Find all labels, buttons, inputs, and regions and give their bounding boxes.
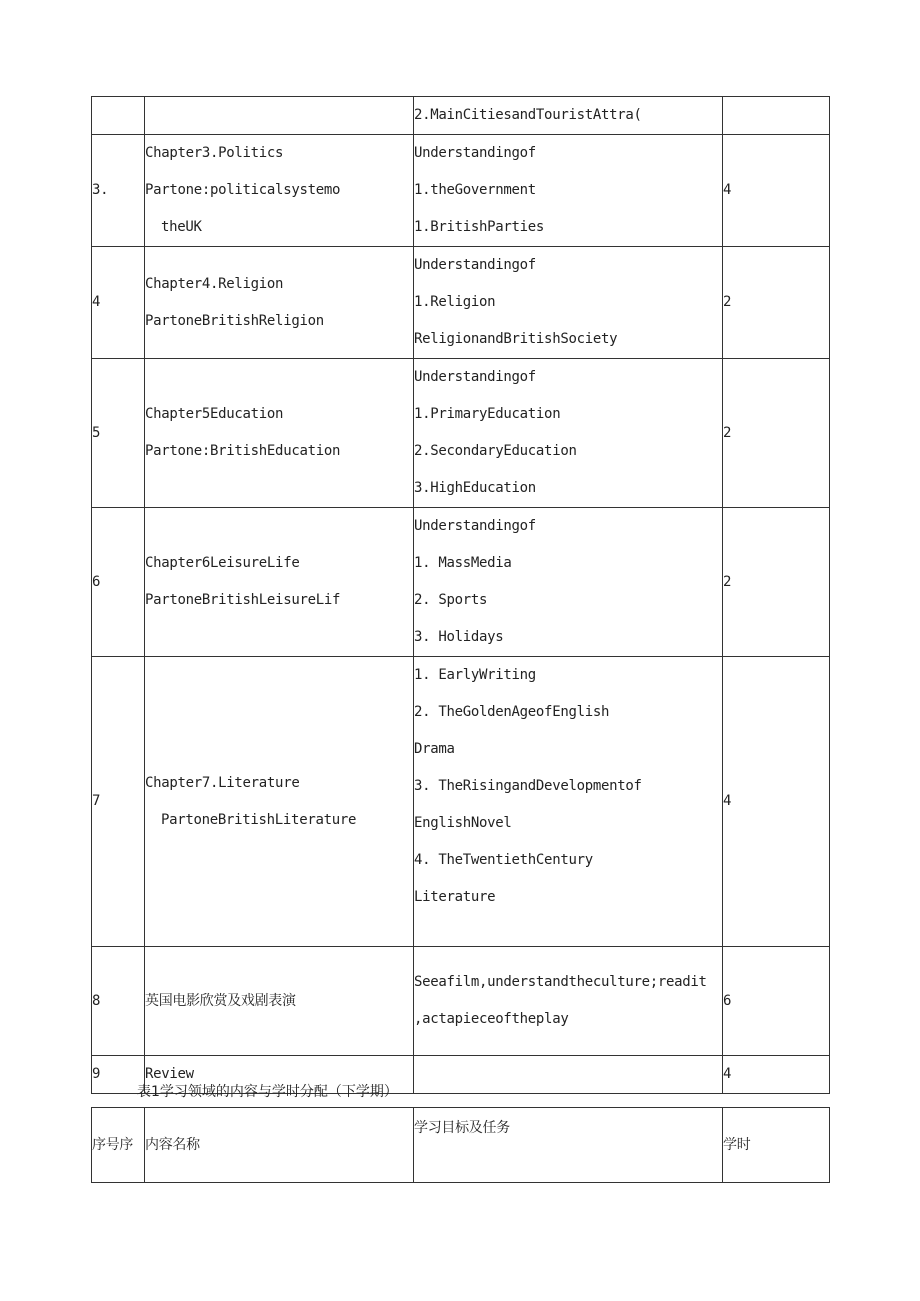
course-content-table bbox=[91, 96, 830, 1094]
goal-line: 2.SecondaryEducation bbox=[414, 443, 577, 459]
header-no: 序号序 bbox=[92, 1108, 145, 1183]
goal-line: 3. TheRisingandDevelopmentof bbox=[414, 778, 642, 794]
learning-goals bbox=[414, 1056, 723, 1094]
goal-line: ,actapieceoftheplay bbox=[414, 1011, 569, 1027]
name-line: Chapter5Education bbox=[145, 406, 284, 422]
name-line: PartoneBritishReligion bbox=[145, 312, 324, 329]
name-line: PartoneBritishLiterature bbox=[161, 811, 357, 828]
header-hours: 学时 bbox=[723, 1108, 830, 1183]
hours bbox=[723, 97, 830, 135]
table-row bbox=[92, 135, 830, 247]
content-name bbox=[145, 508, 414, 657]
table-row bbox=[92, 359, 830, 508]
hours: 4 bbox=[723, 135, 830, 247]
table-row bbox=[92, 508, 830, 657]
table-header-row bbox=[92, 1108, 830, 1183]
hours: 4 bbox=[723, 1056, 830, 1094]
goal-line: Drama bbox=[414, 741, 455, 757]
table-row bbox=[92, 657, 830, 947]
goal-line: 2.MainCitiesandTouristAttra( bbox=[414, 107, 642, 123]
goal-line: 1.Religion bbox=[414, 294, 496, 310]
goal-line: 4. TheTwentiethCentury bbox=[414, 852, 593, 868]
row-number: 7 bbox=[92, 657, 145, 947]
learning-goals bbox=[414, 508, 723, 657]
goal-line: 1.theGovernment bbox=[414, 182, 536, 198]
goal-line: Understandingof bbox=[414, 518, 536, 534]
goal-line: 3. Holidays bbox=[414, 629, 504, 645]
learning-goals bbox=[414, 97, 723, 135]
learning-goals bbox=[414, 135, 723, 247]
learning-goals bbox=[414, 247, 723, 359]
name-line: Partone:politicalsystemo bbox=[145, 182, 341, 198]
name-line: theUK bbox=[161, 219, 202, 235]
content-name bbox=[145, 97, 414, 135]
goal-line: Seeafilm,understandtheculture;readit bbox=[414, 974, 707, 990]
content-name bbox=[145, 359, 414, 508]
row-number: 6 bbox=[92, 508, 145, 657]
goal-line: 2. TheGoldenAgeofEnglish bbox=[414, 704, 610, 720]
name-line: Chapter7.Literature bbox=[145, 774, 300, 791]
goal-line: Literature bbox=[414, 889, 496, 905]
name-line: PartoneBritishLeisureLif bbox=[145, 592, 341, 608]
goal-line: 1. MassMedia bbox=[414, 555, 512, 571]
goal-line: Understandingof bbox=[414, 145, 536, 161]
name-line: Chapter4.Religion bbox=[145, 275, 284, 292]
row-number: 8 bbox=[92, 947, 145, 1056]
header-goals: 学习目标及任务 bbox=[414, 1108, 723, 1183]
table-row bbox=[92, 247, 830, 359]
row-number: 3. bbox=[92, 135, 145, 247]
hours: 2 bbox=[723, 508, 830, 657]
header-name: 内容名称 bbox=[145, 1108, 414, 1183]
row-number: 9 bbox=[92, 1056, 145, 1094]
learning-goals bbox=[414, 947, 723, 1056]
learning-goals bbox=[414, 657, 723, 947]
table-row bbox=[92, 947, 830, 1056]
name-line: Chapter6LeisureLife bbox=[145, 555, 300, 571]
goal-line: 1. EarlyWriting bbox=[414, 667, 536, 683]
hours: 2 bbox=[723, 247, 830, 359]
learning-goals bbox=[414, 359, 723, 508]
goal-line: 3.HighEducation bbox=[414, 480, 536, 496]
name-line: Chapter3.Politics bbox=[145, 145, 284, 161]
row-number bbox=[92, 97, 145, 135]
content-name bbox=[145, 247, 414, 359]
goal-line: 1.PrimaryEducation bbox=[414, 406, 561, 422]
content-name bbox=[145, 947, 414, 1056]
name-line: Review bbox=[145, 1066, 194, 1082]
row-number: 5 bbox=[92, 359, 145, 508]
table-caption: 表1学习领域的内容与学时分配（下学期） bbox=[137, 1084, 398, 1100]
name-line: Partone:BritishEducation bbox=[145, 443, 341, 459]
content-name bbox=[145, 135, 414, 247]
name-line: 英国电影欣赏及戏剧表演 bbox=[145, 992, 296, 1009]
goal-line: Understandingof bbox=[414, 257, 536, 273]
row-number: 4 bbox=[92, 247, 145, 359]
hours: 6 bbox=[723, 947, 830, 1056]
content-name bbox=[145, 657, 414, 947]
goal-line: ReligionandBritishSociety bbox=[414, 331, 618, 347]
hours: 4 bbox=[723, 657, 830, 947]
goal-line: 1.BritishParties bbox=[414, 219, 545, 235]
table-row bbox=[92, 97, 830, 135]
goal-line: EnglishNovel bbox=[414, 815, 512, 831]
hours: 2 bbox=[723, 359, 830, 508]
goal-line: Understandingof bbox=[414, 369, 536, 385]
course-content-table-header bbox=[91, 1107, 830, 1183]
goal-line: 2. Sports bbox=[414, 592, 488, 608]
